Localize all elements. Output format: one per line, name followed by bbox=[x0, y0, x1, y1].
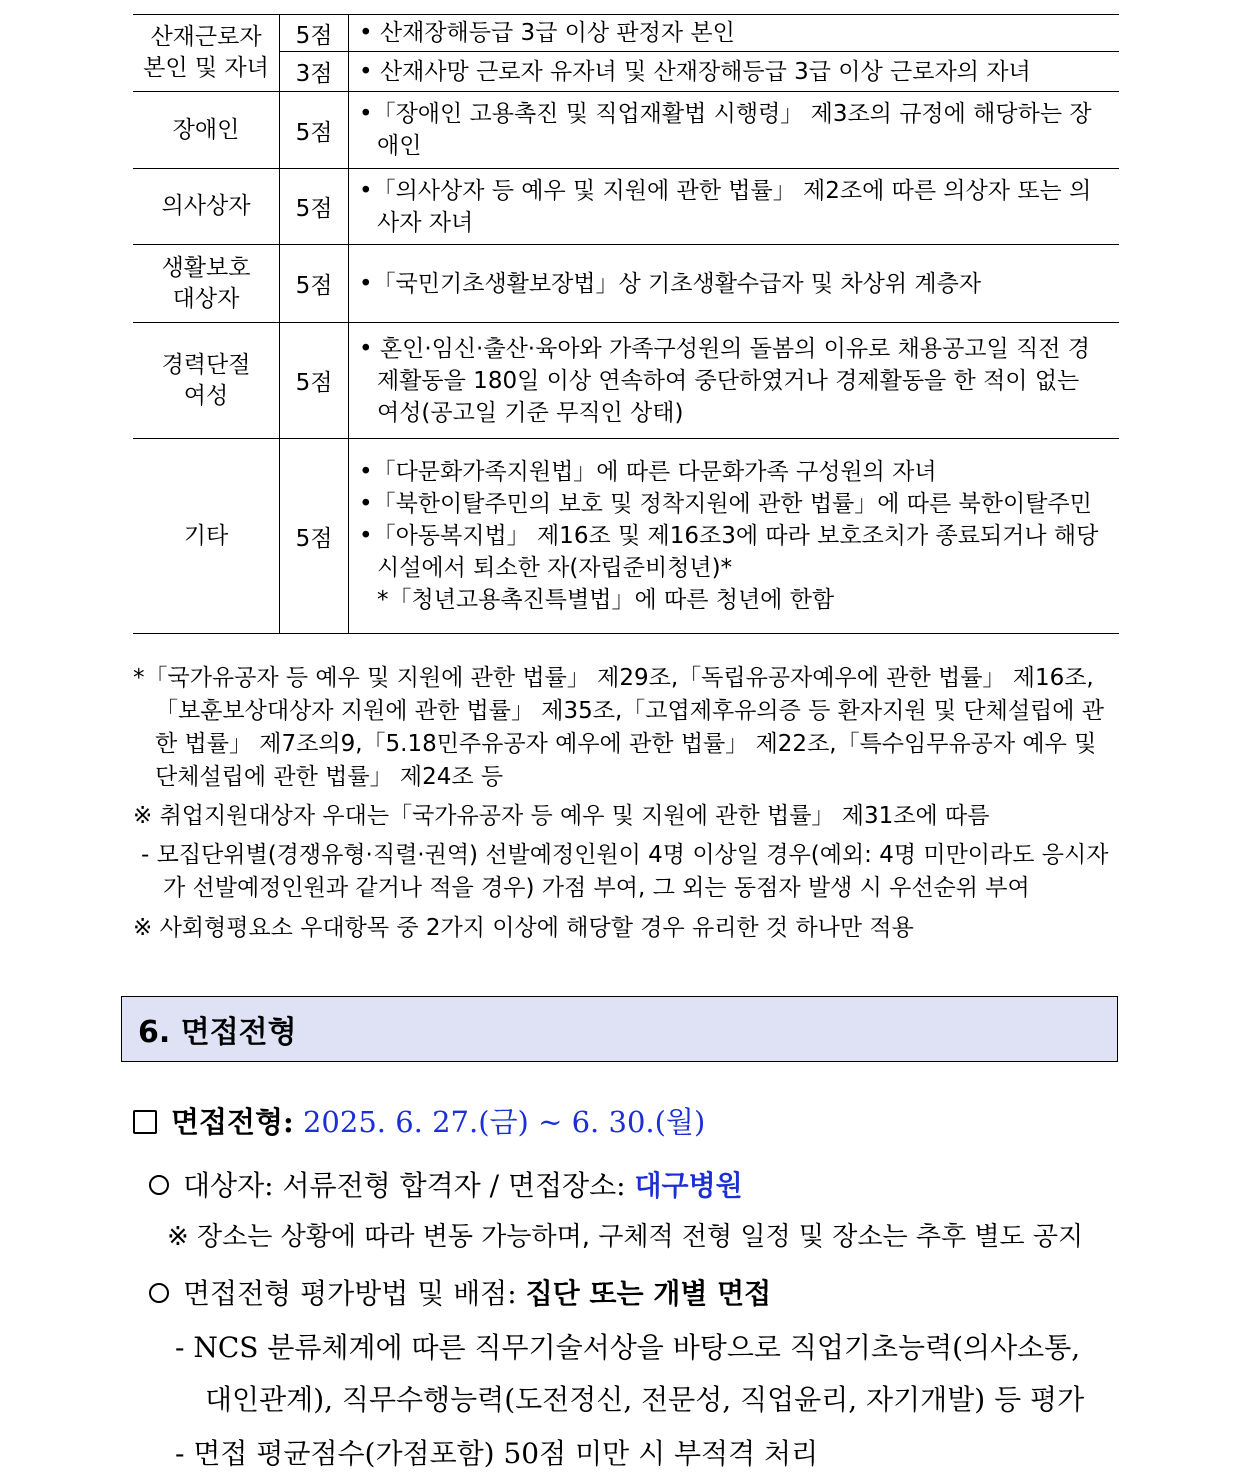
evaluation-item-1-cont: 대인관계), 직무수행능력(도전정신, 전문성, 직업윤리, 자기개발) 등 평가 bbox=[205, 1383, 1085, 1416]
category-cell: 경력단절 여성 bbox=[133, 323, 280, 439]
checkbox-icon bbox=[133, 1110, 157, 1134]
target-line: 대상자: 서류전형 합격자 / 면접장소: 대구병원 bbox=[149, 1164, 743, 1204]
description-cell: • 산재사망 근로자 유자녀 및 산재장해등급 3급 이상 근로자의 자녀 bbox=[349, 52, 1120, 92]
category-cell: 기타 bbox=[133, 439, 280, 634]
circle-bullet-icon bbox=[149, 1175, 169, 1195]
method-line: 면접전형 평가방법 및 배점: 집단 또는 개별 면접 bbox=[149, 1272, 771, 1312]
category-cell: 산재근로자 본인 및 자녀 bbox=[133, 15, 280, 92]
employment-support-note: ※ 취업지원대상자 우대는「국가유공자 등 예우 및 지원에 관한 법률」 제31조에 따름 bbox=[133, 803, 990, 829]
description-cell: •「국민기초생활보장법」상 기초생활수급자 및 차상위 계층자 bbox=[349, 245, 1120, 323]
section-header bbox=[121, 996, 1118, 1062]
social-equity-note: ※ 사회형평요소 우대항목 중 2가지 이상에 해당할 경우 유리한 것 하나만 적용 bbox=[133, 915, 914, 941]
method-value: 집단 또는 개별 면접 bbox=[525, 1277, 772, 1310]
footnote: *「청년고용촉진특별법」에 따른 청년에 한함 bbox=[377, 587, 835, 613]
points-cell: 5점 bbox=[280, 15, 349, 52]
section-title: 6. 면접전형 bbox=[138, 1015, 297, 1050]
description-cell: • 혼인·임신·출산·육아와 가족구성원의 돌봄의 이유로 채용공고일 직전 경제활동을 180일 이상 연속하여 중단하였거나 경제활동을 한 적이 없는 여성(공고일 기준 무직인 상태) bbox=[349, 323, 1120, 439]
category-cell: 장애인 bbox=[133, 92, 280, 169]
evaluation-item-2: - 면접 평균점수(가점포함) 50점 미만 시 부적격 처리 bbox=[175, 1437, 819, 1470]
description-cell: •「다문화가족지원법」에 따른 다문화가족 구성원의 자녀 •「북한이탈주민의 보호 및 정착지원에 관한 법률」에 따른 북한이탈주민 •「아동복지법」 제16조 및 제16조3에 따라 보호조치가 종료되거나 해당 시설에서 퇴소한 자(자립준비청년)* *「청년고용촉진특별법」에 따른 청년에 한함 bbox=[349, 439, 1120, 634]
bonus-rule-note: - 모집단위별(경쟁유형·직렬·권역) 선발예정인원이 4명 이상일 경우(예외: 4명 미만이라도 응시자가 선발예정인원과 같거나 적을 경우) 가점 부여, 그 외는 동점자 발생 시 우선순위 부여 bbox=[141, 842, 1109, 901]
notes-block bbox=[133, 662, 1123, 951]
description-cell: • 산재장해등급 3급 이상 판정자 본인 bbox=[349, 15, 1120, 52]
evaluation-item-1: - NCS 분류체계에 따른 직무기술서상을 바탕으로 직업기초능력(의사소통, bbox=[175, 1331, 1081, 1364]
points-cell: 5점 bbox=[280, 439, 349, 634]
points-cell: 5점 bbox=[280, 323, 349, 439]
category-cell: 생활보호 대상자 bbox=[133, 245, 280, 323]
description-cell: •「장애인 고용촉진 및 직업재활법 시행령」 제3조의 규정에 해당하는 장애인 bbox=[349, 92, 1120, 169]
interview-heading: 면접전형: 2025. 6. 27.(금) ~ 6. 30.(월) bbox=[133, 1100, 705, 1141]
category-cell: 의사상자 bbox=[133, 169, 280, 245]
points-cell: 5점 bbox=[280, 169, 349, 245]
interview-date: 2025. 6. 27.(금) ~ 6. 30.(월) bbox=[302, 1105, 706, 1139]
place-note: ※ 장소는 상황에 따라 변동 가능하며, 구체적 전형 일정 및 장소는 추후 별도 공지 bbox=[167, 1222, 1084, 1252]
law-references: *「국가유공자 등 예우 및 지원에 관한 법률」 제29조,「독립유공자예우에 관한 법률」 제16조,「보훈보상대상자 지원에 관한 법률」 제35조,「고엽제후유의증 등 환자지원 및 단체설립에 관한 법률」 제7조의9,「5.18민주유공자 예우에 관한 법률」 제22조,「특수임무유공자 예우 및 단체설립에 관한 법률」 제24조 등 bbox=[133, 665, 1105, 790]
interview-place: 대구병원 bbox=[634, 1169, 743, 1202]
points-cell: 5점 bbox=[280, 92, 349, 169]
preference-table bbox=[133, 14, 1119, 634]
circle-bullet-icon bbox=[149, 1283, 169, 1303]
points-cell: 3점 bbox=[280, 52, 349, 92]
points-cell: 5점 bbox=[280, 245, 349, 323]
description-cell: •「의사상자 등 예우 및 지원에 관한 법률」 제2조에 따른 의상자 또는 의사자 자녀 bbox=[349, 169, 1120, 245]
